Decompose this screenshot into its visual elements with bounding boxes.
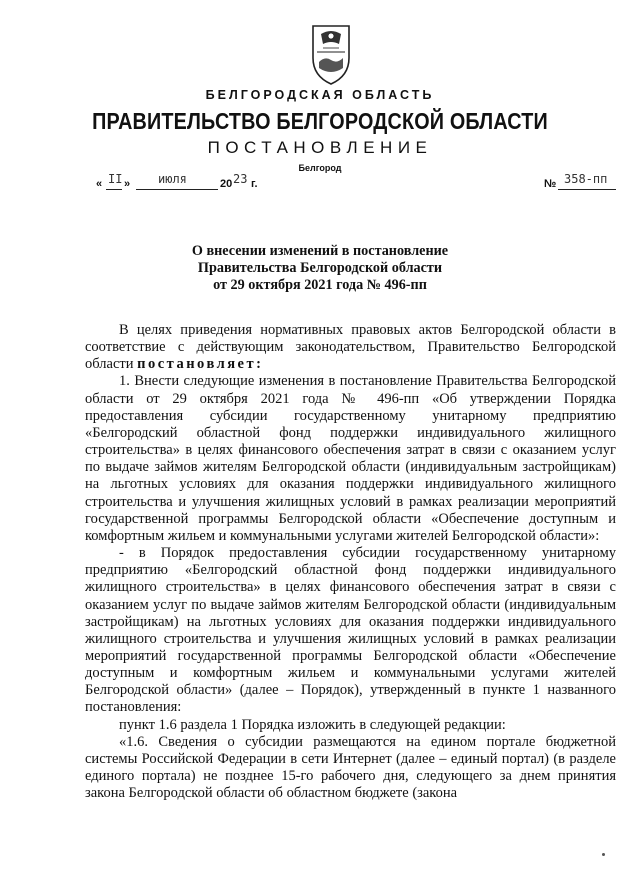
date-year-mark: г.	[251, 178, 258, 190]
paragraph-3: пункт 1.6 раздела 1 Порядка изложить в следующей редакции:	[119, 716, 506, 733]
document-number: 358-пп	[564, 172, 608, 186]
document-body	[85, 322, 616, 802]
date-open-quote: «	[96, 178, 103, 190]
date-number-line	[96, 172, 616, 192]
date-month-underline	[136, 189, 218, 190]
intro-paragraph	[85, 322, 616, 373]
date-month: июля	[158, 172, 187, 186]
paragraph-1: 1. Внести следующие изменения в постановление Правительства Белгородской области от 29 октября 2021 года № 496-пп «Об утверждении Порядка предоставления субсидии государственному унитарному предприятию «Белгородский областной фонд поддержки индивидуального жилищного строительства» в целях финансового обеспечения затрат в связи с оказанием услуг по выдаче займов жителям Белгородской области (индивидуальным застройщикам) на льготных условиях для оказания поддержки индивидуального жилищного строительства и улучшения жилищных условий в рамках реализации мероприятий государственной программы Белгородской области «Обеспечение доступным и комфортным жильем и коммунальными услугами жителей Белгородской области»:	[85, 373, 616, 544]
title-line-3: от 29 октября 2021 года № 496-пп	[213, 277, 427, 293]
city-name: Белгород	[298, 163, 342, 173]
date-day-underline	[106, 189, 122, 190]
intro-text: В целях приведения нормативных правовых актов Белгородской области в соответствие с действующим законодательством, Правительство Белгородской области	[85, 322, 616, 373]
decrees-word: постановляет:	[137, 356, 264, 373]
date-close-quote: »	[124, 178, 131, 190]
paragraph-4: «1.6. Сведения о субсидии размещаются на едином портале бюджетной системы Российской Федерации в сети Интернет (далее – единый портал) (в разделе единого портала) не позднее 15-го рабочего дня, следующего за днем принятия закона Белгородской области об областном бюджете (закона	[85, 733, 616, 802]
title-line-2: Правительства Белгородской области	[197, 260, 443, 276]
region-name: БЕЛГОРОДСКАЯ ОБЛАСТЬ	[205, 88, 435, 102]
number-prefix: №	[544, 178, 557, 190]
coat-of-arms-icon	[305, 22, 357, 86]
document-title	[0, 243, 640, 294]
number-underline	[558, 189, 616, 190]
government-name: ПРАВИТЕЛЬСТВО БЕЛГОРОДСКОЙ ОБЛАСТИ	[92, 108, 548, 134]
paragraph-2: - в Порядок предоставления субсидии государственному унитарному предприятию «Белгородский областной фонд поддержки индивидуального жилищного строительства» в целях финансового обеспечения затрат в связи с оказанием услуг по выдаче займов жителям Белгородской области (индивидуальным застройщикам) на льготных условиях для оказания поддержки индивидуального жилищного строительства и улучшения жилищных условий в рамках реализации мероприятий государственной программы Белгородской области «Обеспечение доступным и комфортным жильем и коммунальными услугами жителей Белгородской области» (далее – Порядок), утвержденный в пункте 1 названного постановления:	[85, 545, 616, 716]
date-year-suffix: 23	[233, 172, 248, 186]
scan-speck	[602, 853, 605, 856]
document-type: ПОСТАНОВЛЕНИЕ	[207, 138, 433, 157]
title-line-1: О внесении изменений в постановление	[191, 243, 449, 259]
date-day: II	[108, 172, 123, 186]
date-year-prefix: 20	[220, 178, 233, 190]
